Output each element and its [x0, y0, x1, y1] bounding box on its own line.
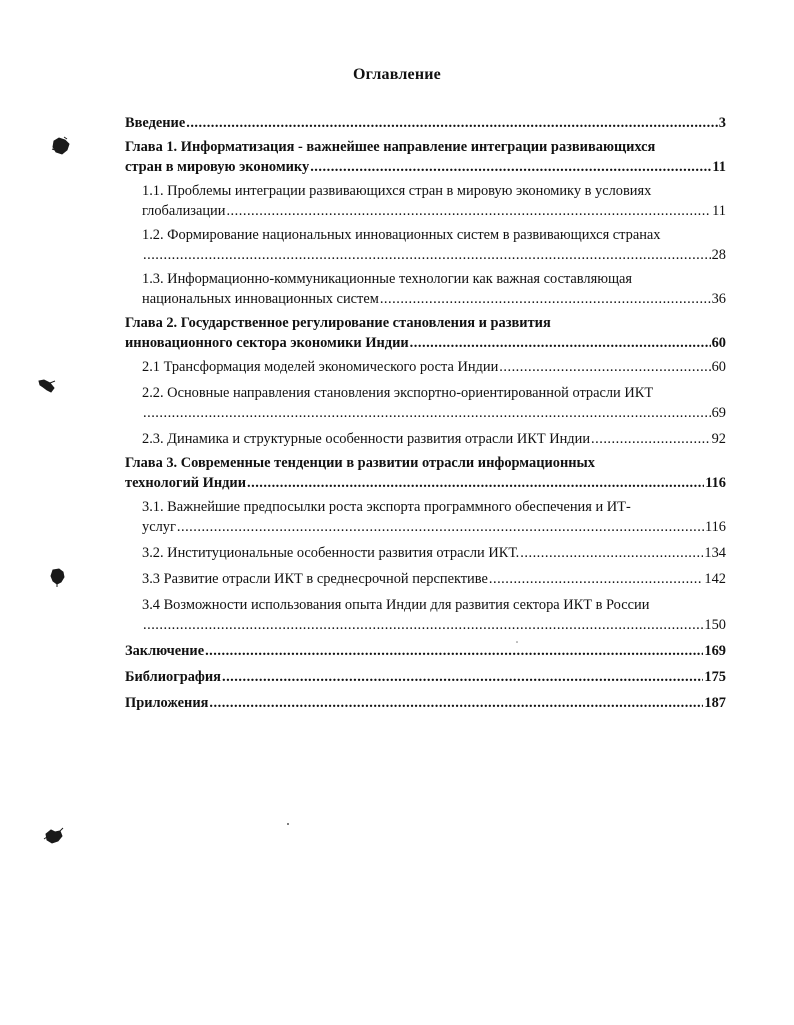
- toc-entry-introduction[interactable]: [125, 113, 726, 133]
- toc-leader-dots: [222, 667, 703, 687]
- toc-leader-dots: [143, 403, 711, 423]
- toc-entry-section-3-1[interactable]: [142, 497, 726, 537]
- toc-entry-title-line-1: 3.4 Возможности использования опыта Индии для развития сектора ИКТ в России: [142, 597, 650, 613]
- scan-speck-mark: [286, 822, 290, 826]
- toc-entry-title-line-1: 1.1. Проблемы интеграции развивающихся стран в мировую экономику в условиях: [142, 183, 652, 199]
- toc-leader-dots: [205, 641, 703, 661]
- scan-speck-mark: [515, 640, 519, 644]
- toc-entry-title: 2.3. Динамика и структурные особенности развития отрасли ИКТ Индии: [142, 431, 591, 447]
- toc-leader-dots: [209, 693, 703, 713]
- toc-entry-chapter-3[interactable]: [125, 453, 726, 493]
- toc-entry-section-3-3[interactable]: [142, 569, 726, 589]
- toc-entry-bibliography[interactable]: [125, 667, 726, 687]
- toc-page-number: 3: [718, 115, 726, 131]
- toc-entry-section-1-1[interactable]: [142, 181, 726, 221]
- toc-entry-section-1-3[interactable]: [142, 269, 726, 309]
- toc-page-number: 175: [704, 669, 726, 685]
- toc-page-number: 134: [704, 545, 726, 561]
- toc-entry-title: Приложения: [125, 695, 209, 711]
- toc-page-number: 187: [704, 695, 726, 711]
- toc-entry-title: стран в мировую экономику: [125, 159, 310, 175]
- toc-leader-dots: [143, 615, 703, 635]
- toc-entry-section-2-3[interactable]: [142, 429, 726, 449]
- toc-entry-title: технологий Индии: [125, 475, 246, 491]
- toc-entry-title-line-1: 1.3. Информационно-коммуникационные технологии как важная составляющая: [142, 271, 633, 287]
- toc-entry-title: услуг: [142, 519, 176, 535]
- toc-entry-title: Введение: [125, 115, 186, 131]
- toc-page-number: 142: [704, 571, 726, 587]
- toc-leader-dots: [520, 543, 703, 563]
- toc-entry-conclusion[interactable]: [125, 641, 726, 661]
- toc-page-title: Оглавление: [353, 66, 441, 83]
- toc-page-number: 92: [711, 431, 726, 447]
- toc-leader-dots: [380, 289, 711, 309]
- table-of-contents: [125, 113, 726, 713]
- toc-page-number: 69: [711, 405, 726, 421]
- toc-page-number: 11: [712, 159, 726, 175]
- toc-leader-dots: [410, 333, 711, 353]
- toc-entry-title-line-1: 1.2. Формирование национальных инновационных систем в развивающихся странах: [142, 227, 661, 243]
- toc-leader-dots: [499, 357, 710, 377]
- toc-entry-chapter-1[interactable]: [125, 137, 726, 177]
- toc-entry-title-line-1: Глава 3. Современные тенденции в развитии отрасли информационных: [125, 455, 595, 471]
- toc-leader-dots: [143, 245, 711, 265]
- toc-entry-title: инновационного сектора экономики Индии: [125, 335, 409, 351]
- toc-leader-dots: [591, 429, 711, 449]
- toc-entry-title-line-1: 3.1. Важнейшие предпосылки роста экспорта программного обеспечения и ИТ-: [142, 499, 631, 515]
- toc-page-number: 150: [704, 617, 726, 633]
- scan-smudge-mark: [50, 135, 72, 157]
- toc-page-number: 60: [711, 335, 726, 351]
- toc-page-number: 60: [711, 359, 726, 375]
- scan-smudge-mark: [36, 376, 58, 398]
- toc-entry-section-3-2[interactable]: [142, 543, 726, 563]
- toc-entry-title: 3.2. Институциональные особенности развития отрасли ИКТ.: [142, 545, 520, 561]
- toc-entry-title-line-1: 2.2. Основные направления становления экспортно-ориентированной отрасли ИКТ: [142, 385, 654, 401]
- toc-page-number: 28: [711, 247, 726, 263]
- toc-entry-title: национальных инновационных систем: [142, 291, 379, 307]
- toc-entry-section-3-4[interactable]: [142, 595, 726, 635]
- scan-smudge-mark: [42, 826, 66, 848]
- toc-page-number: 169: [704, 643, 726, 659]
- toc-page-number: 36: [711, 291, 726, 307]
- scan-smudge-mark: [48, 566, 68, 588]
- toc-leader-dots: [247, 473, 704, 493]
- toc-entry-title: 2.1 Трансформация моделей экономического роста Индии: [142, 359, 499, 375]
- toc-page-number: 116: [705, 475, 726, 491]
- toc-leader-dots: [489, 569, 704, 589]
- toc-entry-title: глобализации: [142, 203, 226, 219]
- toc-entry-section-2-2[interactable]: [142, 383, 726, 423]
- toc-entry-section-1-2[interactable]: [142, 225, 726, 265]
- toc-entry-appendices[interactable]: [125, 693, 726, 713]
- toc-entry-chapter-2[interactable]: [125, 313, 726, 353]
- toc-entry-title: Библиография: [125, 669, 221, 685]
- toc-leader-dots: [186, 113, 718, 133]
- toc-page-number: 116: [704, 519, 726, 535]
- toc-leader-dots: [226, 201, 711, 221]
- toc-entry-title: 3.3 Развитие отрасли ИКТ в среднесрочной перспективе: [142, 571, 488, 587]
- toc-page-number: 11: [712, 203, 726, 219]
- toc-leader-dots: [310, 157, 711, 177]
- toc-leader-dots: [177, 517, 704, 537]
- toc-entry-title-line-1: Глава 1. Информатизация - важнейшее направление интеграции развивающихся: [125, 139, 656, 155]
- toc-entry-title-line-1: Глава 2. Государственное регулирование становления и развития: [125, 315, 551, 331]
- toc-entry-title: Заключение: [125, 643, 205, 659]
- toc-entry-section-2-1[interactable]: [142, 357, 726, 377]
